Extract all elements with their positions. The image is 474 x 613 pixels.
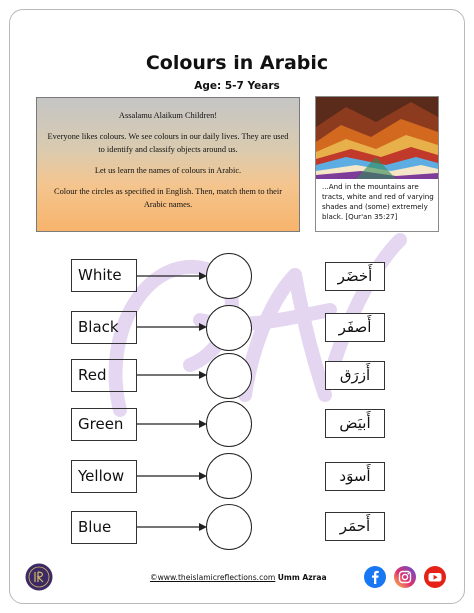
colour-circle-4[interactable] [206,401,252,447]
arabic-word-box[interactable]: أَخضَر [325,262,385,291]
arabic-word-box[interactable]: أَسوَد [325,462,385,491]
word-box-yellow: Yellow [71,460,137,493]
intro-paragraph-1: Everyone likes colours. We see colours in our daily lives. They are used to identify and classify objects around us. [47,132,289,154]
intro-paragraph-2: Let us learn the names of colours in Arabic. [94,166,242,175]
footer-author: Umm Azraa [277,573,327,582]
instagram-icon[interactable] [394,566,416,588]
colour-circle-1[interactable] [206,253,252,299]
arrow-right-icon [137,271,207,281]
arabic-word-box[interactable]: أَبيَض [325,409,385,438]
page-title: Colours in Arabic [145,52,329,74]
arrow-right-icon [137,522,207,532]
colour-circle-3[interactable] [206,353,252,399]
rainbow-mountains-image [316,97,438,179]
age-label: Age: 5-7 Years [194,80,280,92]
intro-paragraph-3: Colour the circles as specified in English. Then, match them to their Arabic names. [53,187,282,209]
arabic-word-box[interactable]: أَحمَر [325,512,385,541]
arrow-right-icon [137,419,207,429]
word-box-blue: Blue [71,511,137,544]
intro-box [36,97,300,232]
colour-circle-6[interactable] [206,504,252,550]
colour-circle-2[interactable] [206,305,252,351]
colour-circle-5[interactable] [206,453,252,499]
footer-site-link[interactable]: ©www.theislamicreflections.com [150,573,276,582]
arabic-word-box[interactable]: أَصفَر [325,313,385,342]
arabic-word-box[interactable]: أَزرَق [325,361,385,390]
word-box-red: Red [71,359,137,392]
footer-credit [150,573,350,582]
intro-greeting: Assalamu Alaikum Children! [118,111,218,120]
word-box-green: Green [71,408,137,441]
word-box-white: White [71,259,137,292]
photo-card [315,96,439,232]
facebook-icon[interactable] [364,566,386,588]
arrow-right-icon [137,370,207,380]
arrow-right-icon [137,322,207,332]
brand-logo-icon [25,563,53,591]
arrow-right-icon [137,471,207,481]
quran-quote: ...And in the mountains are tracts, white and red of varying shades and (some) extremely black. [Qur'an 35:27] [322,182,434,221]
youtube-icon[interactable] [424,566,446,588]
word-box-black: Black [71,311,137,344]
